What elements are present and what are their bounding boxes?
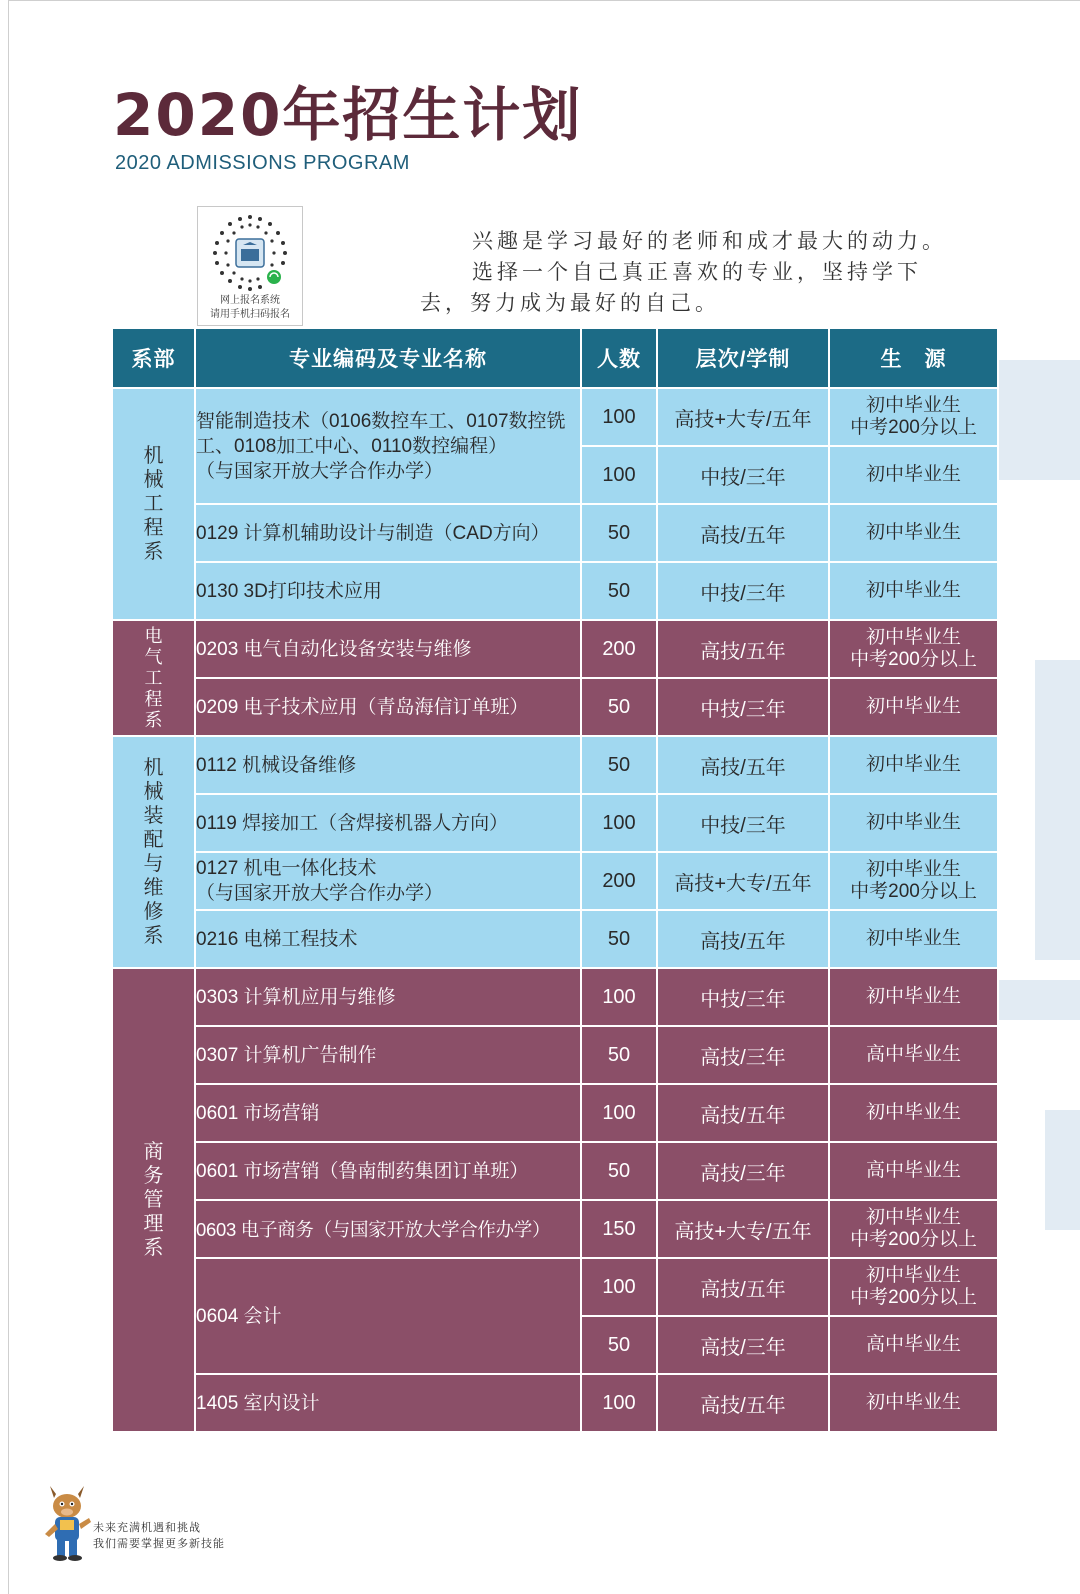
count-cell: 150 [581, 1200, 657, 1258]
source-label: 初中毕业生 中考200分以上 [850, 627, 977, 670]
dept-cell [112, 968, 195, 1432]
count-cell: 50 [581, 1142, 657, 1200]
dept-cell [112, 736, 195, 968]
table-row [112, 388, 998, 446]
source-cell: 初中毕业生 [829, 736, 998, 794]
level-cell: 高技+大专/五年 [657, 388, 829, 446]
major-cell [195, 388, 581, 504]
source-cell [829, 388, 998, 446]
level-cell: 中技/三年 [657, 562, 829, 620]
major-cell: 0129 计算机辅助设计与制造（CAD方向） [195, 504, 581, 562]
level-cell: 高技/五年 [657, 620, 829, 678]
header-department: 系部 [112, 328, 195, 388]
intro-line-2: 选择一个自己真正喜欢的专业，坚持学下 [472, 260, 922, 284]
source-cell [829, 620, 998, 678]
header-source: 生 源 [829, 328, 998, 388]
table-row [112, 1374, 998, 1432]
source-cell: 初中毕业生 [829, 968, 998, 1026]
slogan-line-1: 未来充满机遇和挑战 [93, 1521, 201, 1534]
slogan-line-2: 我们需要掌握更多新技能 [93, 1537, 225, 1550]
major-cell: 0303 计算机应用与维修 [195, 968, 581, 1026]
admissions-table [111, 327, 999, 1433]
count-cell: 100 [581, 968, 657, 1026]
source-cell: 初中毕业生 [829, 504, 998, 562]
intro-line-1: 兴趣是学习最好的老师和成才最大的动力。 [472, 229, 947, 253]
count-cell: 100 [581, 794, 657, 852]
level-cell: 高技/三年 [657, 1316, 829, 1374]
table-header-row [112, 328, 998, 388]
source-cell: 初中毕业生 [829, 794, 998, 852]
major-cell: 0203 电气自动化设备安装与维修 [195, 620, 581, 678]
source-label: 初中毕业生 中考200分以上 [850, 1265, 977, 1308]
source-cell [829, 1200, 998, 1258]
header-count: 人数 [581, 328, 657, 388]
source-cell: 初中毕业生 [829, 1374, 998, 1432]
count-cell: 50 [581, 678, 657, 736]
count-cell: 100 [581, 446, 657, 504]
count-cell: 50 [581, 1026, 657, 1084]
dept-label: 电气工程系 [144, 625, 163, 730]
major-cell: 0307 计算机广告制作 [195, 1026, 581, 1084]
dept-cell [112, 620, 195, 736]
page-border-top [8, 0, 1080, 1]
level-cell: 高技/五年 [657, 504, 829, 562]
table-row [112, 852, 998, 910]
level-cell: 高技/五年 [657, 1374, 829, 1432]
major-cell: 0601 市场营销（鲁南制药集团订单班） [195, 1142, 581, 1200]
qr-code-icon [208, 211, 292, 295]
source-cell: 高中毕业生 [829, 1026, 998, 1084]
count-cell: 50 [581, 562, 657, 620]
major-cell: 0604 会计 [195, 1258, 581, 1374]
table-row [112, 620, 998, 678]
source-cell: 初中毕业生 [829, 562, 998, 620]
table-row [112, 1084, 998, 1142]
count-cell: 100 [581, 388, 657, 446]
page-subtitle: 2020 ADMISSIONS PROGRAM [115, 152, 410, 174]
table-row [112, 968, 998, 1026]
level-cell: 高技/三年 [657, 1142, 829, 1200]
level-cell: 高技+大专/五年 [657, 1200, 829, 1258]
source-cell: 初中毕业生 [829, 910, 998, 968]
dept-label: 机械工程系 [143, 445, 164, 563]
table-row [112, 562, 998, 620]
table-row [112, 504, 998, 562]
intro-paragraph [420, 226, 1010, 319]
count-cell: 100 [581, 1084, 657, 1142]
table-row [112, 1142, 998, 1200]
mascot-icon [38, 1484, 98, 1564]
count-cell: 50 [581, 504, 657, 562]
major-cell: 0601 市场营销 [195, 1084, 581, 1142]
major-cell: 0603 电子商务（与国家开放大学合作办学） [195, 1200, 581, 1258]
level-cell: 中技/三年 [657, 794, 829, 852]
dept-cell [112, 388, 195, 620]
level-cell: 高技+大专/五年 [657, 852, 829, 910]
major-cell: 0119 焊接加工（含焊接机器人方向） [195, 794, 581, 852]
intro-line-3: 去，努力成为最好的自己。 [420, 291, 720, 315]
major-cell: 1405 室内设计 [195, 1374, 581, 1432]
count-cell: 100 [581, 1374, 657, 1432]
qr-caption-1: 网上报名系统 [220, 295, 280, 306]
major-cell: 0216 电梯工程技术 [195, 910, 581, 968]
source-cell: 初中毕业生 [829, 1084, 998, 1142]
major-cell: 0130 3D打印技术应用 [195, 562, 581, 620]
level-cell: 高技/五年 [657, 736, 829, 794]
table-row [112, 678, 998, 736]
level-cell: 高技/五年 [657, 1258, 829, 1316]
major-cell: 0112 机械设备维修 [195, 736, 581, 794]
source-cell: 高中毕业生 [829, 1142, 998, 1200]
level-cell: 高技/五年 [657, 910, 829, 968]
dept-label: 机械装配与维修系 [143, 757, 164, 947]
count-cell: 100 [581, 1258, 657, 1316]
header-major: 专业编码及专业名称 [195, 328, 581, 388]
footer-slogan [93, 1520, 225, 1552]
page-title: 2020年招生计划 [113, 81, 583, 149]
dept-label: 商务管理系 [143, 1141, 164, 1259]
header-level: 层次/学制 [657, 328, 829, 388]
table-row [112, 910, 998, 968]
source-label: 初中毕业生 中考200分以上 [850, 395, 977, 438]
major-label: 智能制造技术（0106数控车工、0107数控铣工、0108加工中心、0110数控编程） （与国家开放大学合作办学） [196, 410, 566, 482]
major-cell [195, 852, 581, 910]
count-cell: 50 [581, 1316, 657, 1374]
source-cell: 高中毕业生 [829, 1316, 998, 1374]
source-cell [829, 852, 998, 910]
count-cell: 200 [581, 852, 657, 910]
table-row [112, 736, 998, 794]
major-label: 0127 机电一体化技术 （与国家开放大学合作办学） [196, 858, 444, 904]
table-row [112, 1258, 998, 1316]
page-border-left [8, 0, 9, 1594]
source-cell: 初中毕业生 [829, 446, 998, 504]
source-label: 初中毕业生 中考200分以上 [850, 859, 977, 902]
major-cell: 0209 电子技术应用（青岛海信订单班） [195, 678, 581, 736]
source-label: 初中毕业生 中考200分以上 [850, 1207, 977, 1250]
table-row [112, 1026, 998, 1084]
level-cell: 中技/三年 [657, 968, 829, 1026]
qr-code-card[interactable] [197, 206, 303, 326]
table-row [112, 794, 998, 852]
source-cell: 初中毕业生 [829, 678, 998, 736]
source-cell [829, 1258, 998, 1316]
count-cell: 200 [581, 620, 657, 678]
background-watermark [985, 360, 1080, 1340]
count-cell: 50 [581, 736, 657, 794]
level-cell: 中技/三年 [657, 446, 829, 504]
level-cell: 中技/三年 [657, 678, 829, 736]
count-cell: 50 [581, 910, 657, 968]
qr-caption-2: 请用手机扫码报名 [210, 309, 290, 320]
level-cell: 高技/三年 [657, 1026, 829, 1084]
level-cell: 高技/五年 [657, 1084, 829, 1142]
table-row [112, 1200, 998, 1258]
